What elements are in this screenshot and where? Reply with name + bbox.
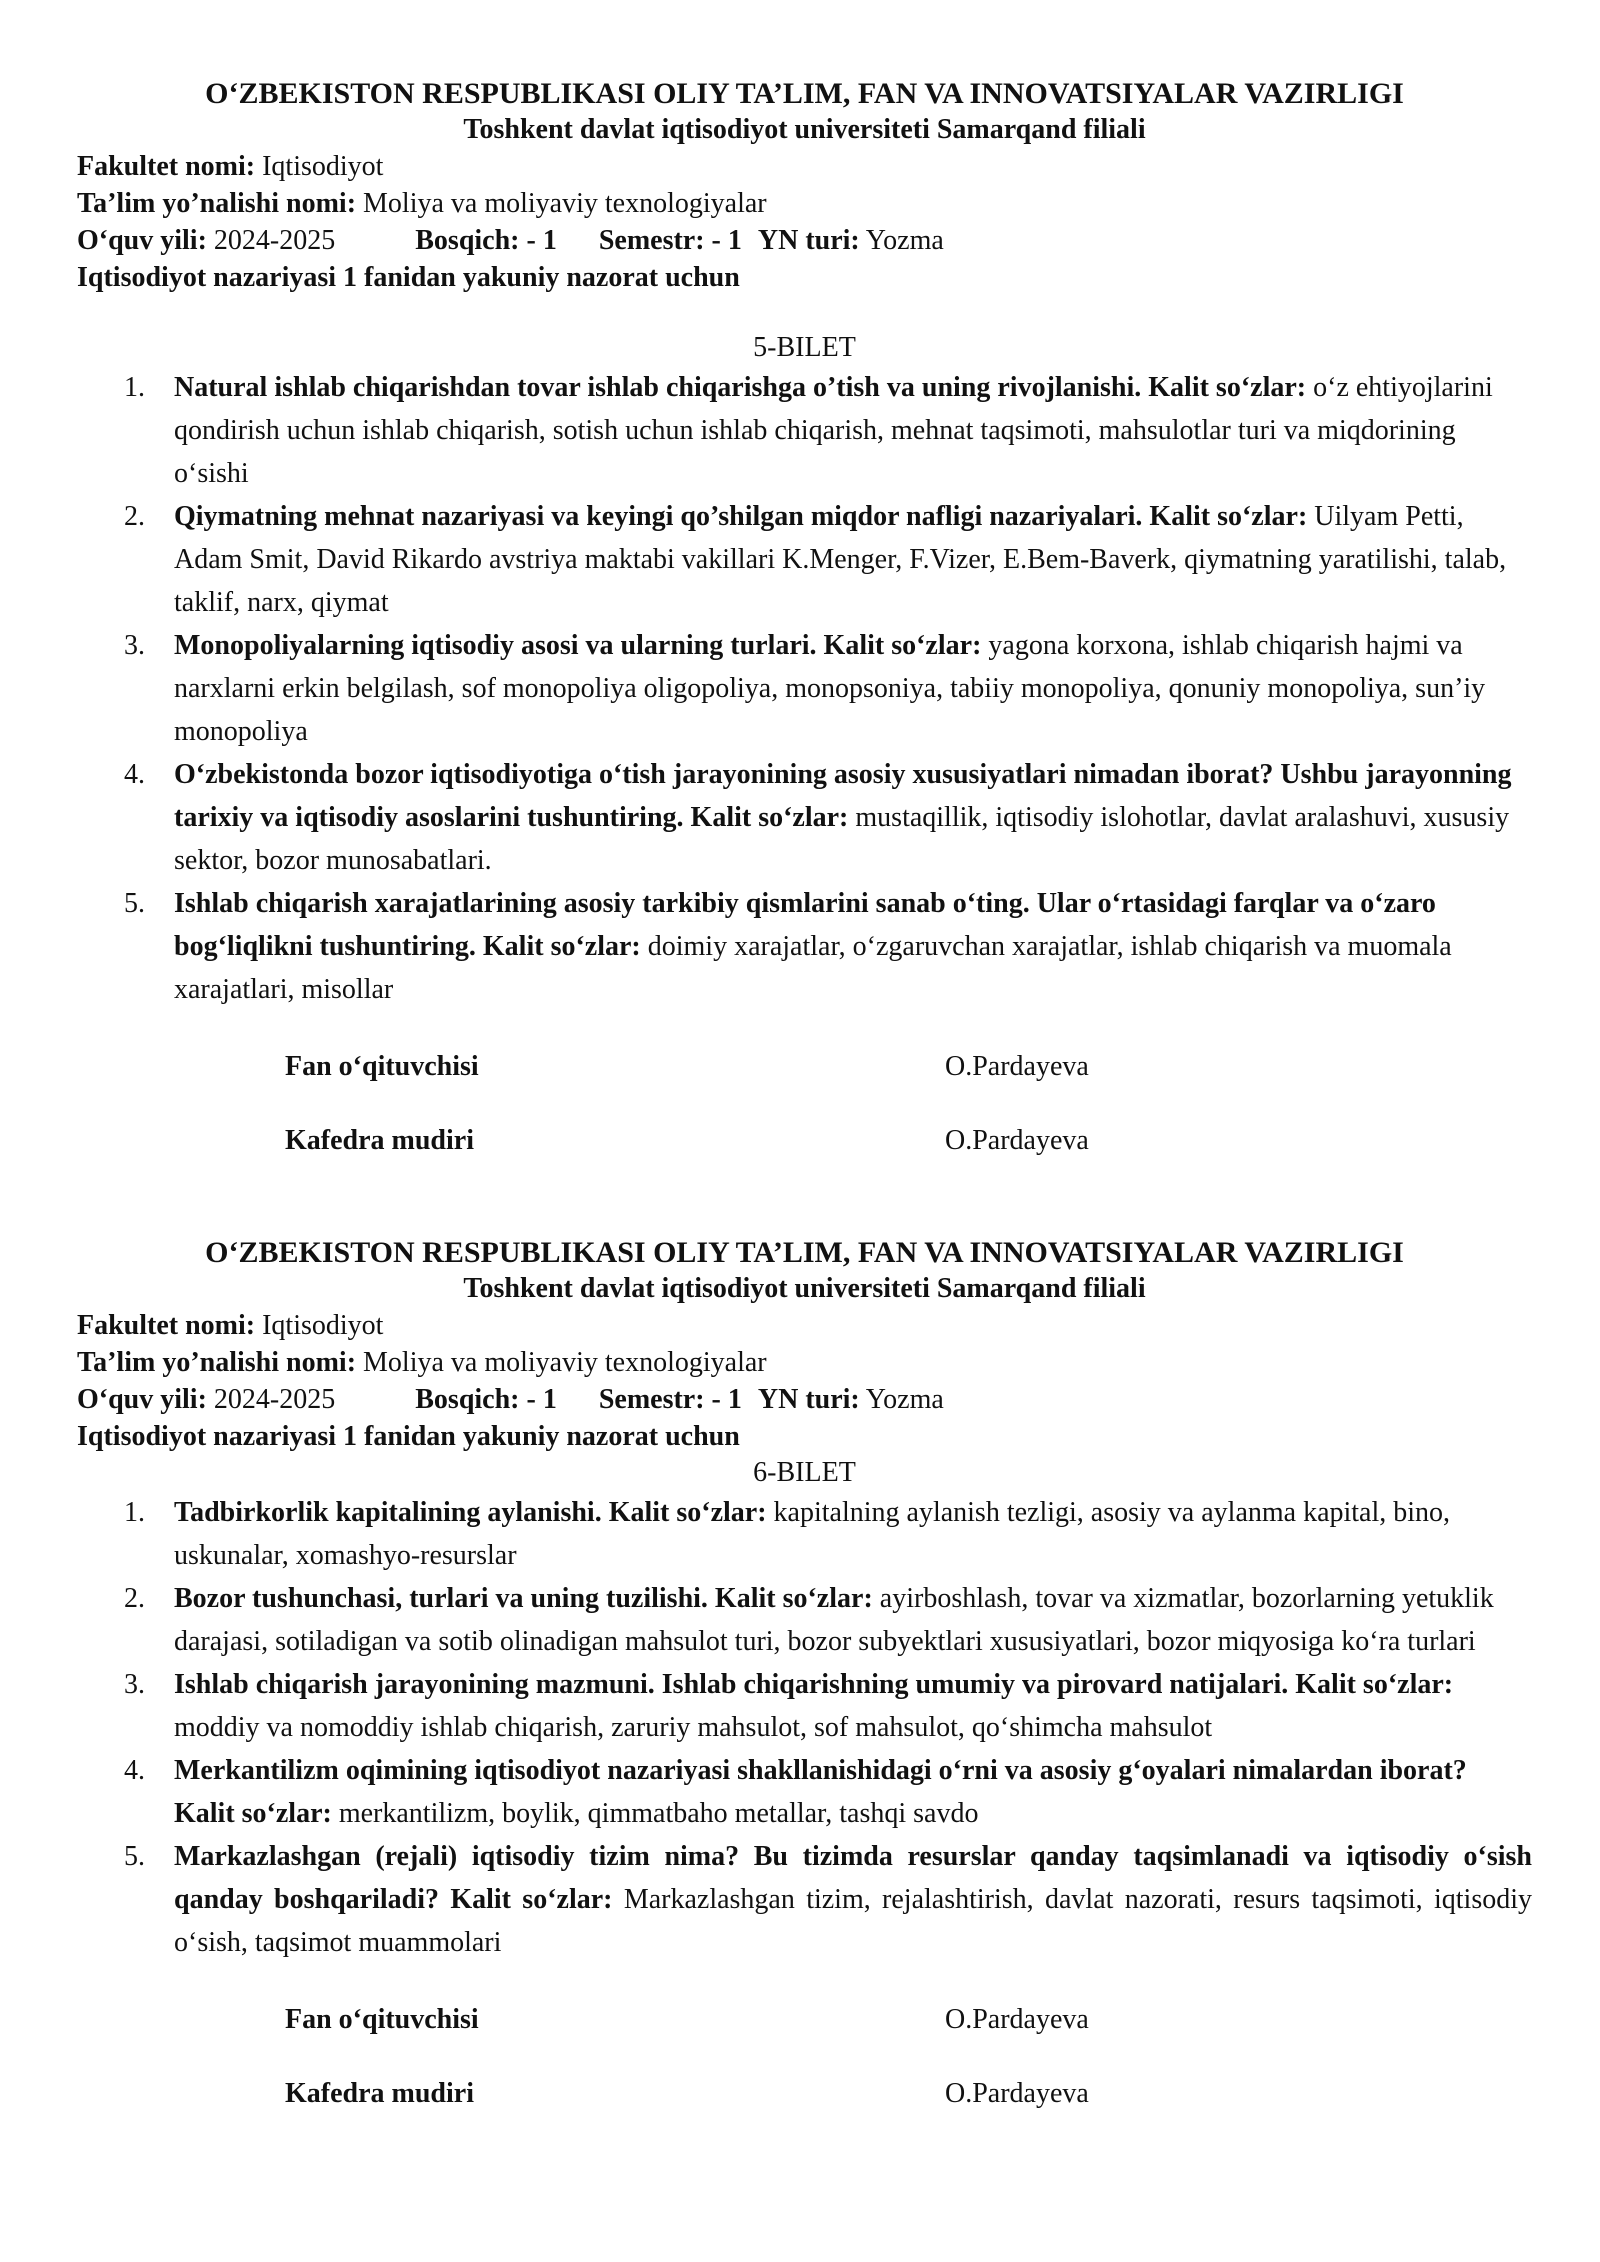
question-list	[77, 366, 1532, 1011]
question-text: Ishlab chiqarish xarajatlarining asosiy tarkibiy qismlarini sanab o‘ting. Ular o‘rtasidagi farqlar va o‘zaro bog‘liqlikni tushuntiring. Kalit so‘zlar:	[174, 888, 1436, 962]
stage-label: Bosqich: - 1	[415, 225, 557, 256]
head-role: Kafedra mudiri	[285, 2078, 474, 2109]
question-text: Tadbirkorlik kapitalining aylanishi. Kalit so‘zlar:	[174, 1497, 767, 1528]
direction-value: Moliya va moliyaviy texnologiyalar	[356, 1347, 767, 1378]
question-text: O‘zbekistonda bozor iqtisodiyotiga o‘tish jarayonining asosiy xususiyatlari nimadan iborat? Ushbu jarayonning tarixiy va iqtisodiy asoslarini tushuntiring. Kalit so‘zlar:	[174, 759, 1512, 833]
exam-type-value: Yozma	[859, 225, 944, 256]
head-name: O.Pardayeva	[945, 2078, 1089, 2109]
question-item	[77, 753, 1532, 882]
year-label: O‘quv yili:	[77, 225, 207, 256]
ministry-heading: O‘ZBEKISTON RESPUBLIKASI OLIY TA’LIM, FAN VA INNOVATSIYALAR VAZIRLIGI	[205, 77, 1404, 110]
faculty-line	[77, 148, 1532, 185]
ticket-number: 5-BILET	[753, 332, 856, 363]
question-number: 4.	[124, 759, 145, 790]
question-keywords: doimiy xarajatlar, o‘zgaruvchan xarajatlar, ishlab chiqarish va muomala xarajatlari, misollar	[174, 931, 1452, 1005]
question-keywords: yagona korxona, ishlab chiqarish hajmi va narxlarni erkin belgilash, sof monopoliya oligopoliya, monopsoniya, tabiiy monopoliya, qonuniy monopoliya, sun’iy monopoliya	[174, 630, 1486, 747]
subject-line: Iqtisodiyot nazariyasi 1 fanidan yakuniy nazorat uchun	[77, 1421, 740, 1452]
question-number: 5.	[124, 888, 145, 919]
faculty-label: Fakultet nomi:	[77, 151, 256, 182]
university-heading: Toshkent davlat iqtisodiyot universiteti Samarqand filiali	[463, 114, 1146, 145]
question-item	[77, 1663, 1532, 1749]
signature-block	[77, 2002, 1532, 2112]
question-keywords: o‘z ehtiyojlarini qondirish uchun ishlab chiqarish, sotish uchun ishlab chiqarish, mehnat taqsimoti, mahsulotlar turi va miqdorining o‘sishi	[174, 372, 1493, 489]
question-number: 2.	[124, 501, 145, 532]
question-number: 5.	[124, 1841, 145, 1872]
question-item	[77, 1491, 1532, 1577]
ministry-heading: O‘ZBEKISTON RESPUBLIKASI OLIY TA’LIM, FAN VA INNOVATSIYALAR VAZIRLIGI	[205, 1236, 1404, 1269]
question-text: Bozor tushunchasi, turlari va uning tuzilishi. Kalit so‘zlar:	[174, 1583, 873, 1614]
question-number: 4.	[124, 1755, 145, 1786]
question-number: 1.	[124, 372, 145, 403]
head-signature-row	[285, 2076, 1532, 2112]
question-number: 1.	[124, 1497, 145, 1528]
question-text: Merkantilizm oqimining iqtisodiyot nazariyasi shakllanishidagi o‘rni va asosiy g‘oyalari nimalardan iborat? Kalit so‘zlar:	[174, 1755, 1467, 1829]
exam-type-label: YN turi:	[757, 225, 860, 256]
exam-ticket-6	[77, 1234, 1532, 2112]
question-number: 2.	[124, 1583, 145, 1614]
semester-label: Semestr: - 1	[598, 225, 742, 256]
question-list	[77, 1491, 1532, 1964]
university-heading: Toshkent davlat iqtisodiyot universiteti Samarqand filiali	[463, 1273, 1146, 1304]
question-item	[77, 1749, 1532, 1835]
question-item	[77, 882, 1532, 1011]
question-text: Natural ishlab chiqarishdan tovar ishlab chiqarishga o’tish va uning rivojlanishi. Kalit so‘zlar:	[174, 372, 1307, 403]
question-keywords: merkantilizm, boylik, qimmatbaho metallar, tashqi savdo	[331, 1798, 979, 1829]
subject-line: Iqtisodiyot nazariyasi 1 fanidan yakuniy nazorat uchun	[77, 262, 740, 293]
question-keywords: kapitalning aylanish tezligi, asosiy va aylanma kapital, bino, uskunalar, xomashyo-resurslar	[174, 1497, 1451, 1571]
faculty-label: Fakultet nomi:	[77, 1310, 256, 1341]
question-keywords: ayirboshlash, tovar va xizmatlar, bozorlarning yetuklik darajasi, sotiladigan va sotib olinadigan mahsulot turi, bozor subyektlari xususiyatlari, bozor miqyosiga ko‘ra turlari	[174, 1583, 1494, 1657]
semester-label: Semestr: - 1	[598, 1384, 742, 1415]
direction-label: Ta’lim yo’nalishi nomi:	[77, 188, 357, 219]
direction-line	[77, 1344, 1532, 1381]
signature-block	[77, 1049, 1532, 1159]
head-name: O.Pardayeva	[945, 1125, 1089, 1156]
direction-label: Ta’lim yo’nalishi nomi:	[77, 1347, 357, 1378]
document-page	[77, 75, 1532, 2112]
direction-line	[77, 185, 1532, 222]
question-number: 3.	[124, 1669, 145, 1700]
ticket-number: 6-BILET	[753, 1457, 856, 1488]
question-keywords: Uilyam Petti, Adam Smit, David Rikardo avstriya maktabi vakillari K.Menger, F.Vizer, E.Bem-Baverk, qiymatning yaratilishi, talab, taklif, narx, qiymat	[174, 501, 1507, 618]
question-item	[77, 366, 1532, 495]
question-item	[77, 495, 1532, 624]
year-value: 2024-2025	[206, 225, 336, 256]
faculty-line	[77, 1307, 1532, 1344]
question-text: Ishlab chiqarish jarayonining mazmuni. Ishlab chiqarishning umumiy va pirovard natijalari. Kalit so‘zlar:	[174, 1669, 1454, 1700]
academic-year-line	[77, 1381, 1532, 1418]
academic-year-line	[77, 222, 1532, 259]
question-number: 3.	[124, 630, 145, 661]
question-text: Monopoliyalarning iqtisodiy asosi va ularning turlari. Kalit so‘zlar:	[174, 630, 982, 661]
question-item	[77, 624, 1532, 753]
faculty-value: Iqtisodiyot	[255, 1310, 384, 1341]
exam-type-label: YN turi:	[757, 1384, 860, 1415]
head-role: Kafedra mudiri	[285, 1125, 474, 1156]
question-item	[77, 1835, 1532, 1964]
exam-type-value: Yozma	[859, 1384, 944, 1415]
faculty-value: Iqtisodiyot	[255, 151, 384, 182]
question-item	[77, 1577, 1532, 1663]
question-text: Qiymatning mehnat nazariyasi va keyingi qo’shilgan miqdor nafligi nazariyalari. Kalit so‘zlar:	[174, 501, 1308, 532]
teacher-signature-row	[285, 1049, 1532, 1085]
question-keywords: Markazlashgan tizim, rejalashtirish, davlat nazorati, resurs taqsimoti, iqtisodiy o‘sish, taqsimot muammolari	[174, 1884, 1532, 1958]
year-value: 2024-2025	[206, 1384, 336, 1415]
teacher-name: O.Pardayeva	[945, 1051, 1089, 1082]
question-keywords: mustaqillik, iqtisodiy islohotlar, davlat aralashuvi, xususiy sektor, bozor munosabatlari.	[174, 802, 1510, 876]
question-text: Markazlashgan (rejali) iqtisodiy tizim nima? Bu tizimda resurslar qanday taqsimlanadi va iqtisodiy o‘sish qanday boshqariladi? Kalit so‘zlar:	[174, 1841, 1532, 1915]
question-keywords: moddiy va nomoddiy ishlab chiqarish, zaruriy mahsulot, sof mahsulot, qo‘shimcha mahsulot	[174, 1712, 1213, 1743]
teacher-name: O.Pardayeva	[945, 2004, 1089, 2035]
head-signature-row	[285, 1123, 1532, 1159]
direction-value: Moliya va moliyaviy texnologiyalar	[356, 188, 767, 219]
stage-label: Bosqich: - 1	[415, 1384, 557, 1415]
year-label: O‘quv yili:	[77, 1384, 207, 1415]
teacher-role: Fan o‘qituvchisi	[285, 2004, 479, 2035]
teacher-role: Fan o‘qituvchisi	[285, 1051, 479, 1082]
exam-ticket-5	[77, 75, 1532, 1159]
teacher-signature-row	[285, 2002, 1532, 2038]
